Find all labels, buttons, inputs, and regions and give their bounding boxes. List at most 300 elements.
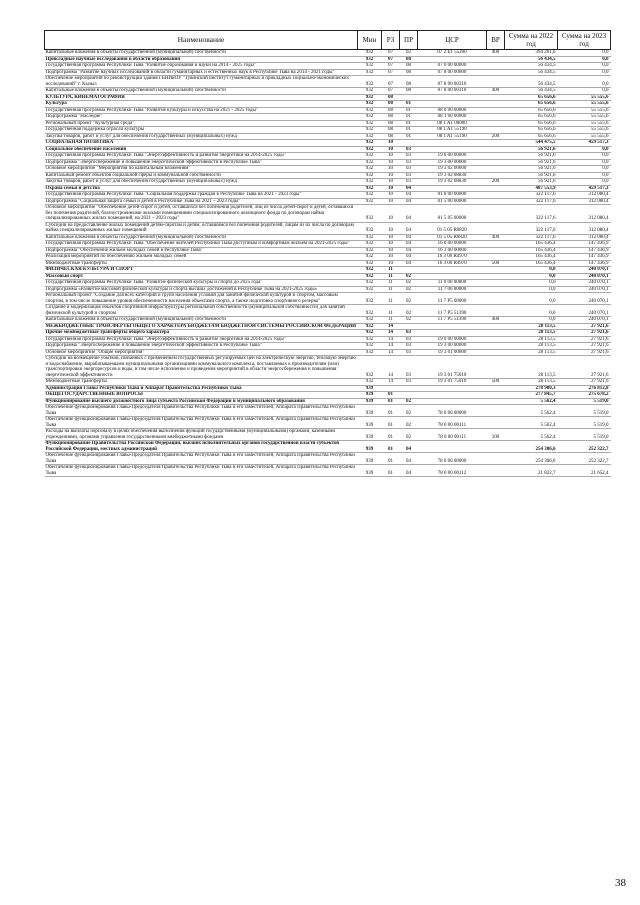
cell-name: Подпрограмма "Наследие" [45, 114, 358, 121]
cell-min: 932 [358, 247, 382, 254]
cell-sum-2023: 0,0 [558, 69, 611, 76]
cell-pr: 08 [400, 76, 418, 88]
cell-pr: 08 [400, 63, 418, 70]
cell-sum-2023: 55 555,6 [558, 120, 611, 127]
cell-pr: 08 [400, 56, 418, 63]
cell-name: Капитальные вложения в объекты государственной (муниципальной) собственности [45, 88, 358, 95]
cell-name: Межбюджетные трансферты [45, 260, 358, 267]
cell-name: Обеспечение функционирования Главы-Председателя Правительства Республики Тыва и его заместителей, Аппарата Правительства Республики Тыва [45, 465, 358, 477]
cell-min: 932 [358, 205, 382, 223]
cell-csr: 19 3 00 00000 [418, 159, 487, 166]
cell-name: Региональный проект "Создание для всех категорий и групп населения условий для занятий физической культурой и спортом, массовым спортом, в том числе повышение уровня обеспеченности населения объектами спорта, а также подготовка спортивного резерва" [45, 293, 358, 305]
cell-rz: 10 [382, 159, 400, 166]
cell-sum-2022: 28 113,5 [505, 356, 558, 379]
cell-csr: 01 5 05 00000 [418, 205, 487, 223]
cell-sum-2022: 56 921,6 [505, 179, 558, 186]
cell-rz: 11 [382, 273, 400, 280]
table-body [45, 50, 611, 477]
cell-pr: 03 [400, 343, 418, 350]
cell-sum-2022: 0,0 [505, 286, 558, 293]
cell-pr: 08 [400, 88, 418, 95]
cell-csr: 19 3 02 00000 [418, 166, 487, 173]
cell-pr: 04 [400, 222, 418, 234]
cell-rz: 07 [382, 56, 400, 63]
cell-pr: 02 [400, 293, 418, 305]
cell-pr: 03 [400, 356, 418, 379]
cell-vr: 200 [487, 179, 505, 186]
cell-rz: 14 [382, 323, 400, 330]
cell-pr: 02 [400, 398, 418, 405]
cell-sum-2022: 322 117,6 [505, 205, 558, 223]
cell-csr: 11 7 P5 51390 [418, 305, 487, 317]
cell-pr: 03 [400, 379, 418, 386]
cell-name: Прикладные научные исследования в области образования [45, 56, 358, 63]
cell-min: 932 [358, 179, 382, 186]
cell-sum-2023: 55 555,6 [558, 101, 611, 108]
cell-sum-2023: 27 921,6 [558, 323, 611, 330]
cell-name: Обеспечение функционирования Главы-Председателя Правительства Республики Тыва и его заместителей, Аппарата Правительства Республики Тыва [45, 417, 358, 429]
cell-pr: 01 [400, 101, 418, 108]
cell-sum-2022: 28 113,5 [505, 379, 558, 386]
cell-sum-2023: 147 436,9 [558, 260, 611, 267]
cell-name: Подпрограмма "Социальная защита семьи и детей в Республике Тыва на 2021 – 2023 годы" [45, 198, 358, 205]
cell-name: Функционирование Правительства Российской Федерации, высших исполнительных органов государственной власти субъектов Российской Федерации, местных администраций [45, 441, 358, 453]
cell-rz: 14 [382, 336, 400, 343]
cell-min: 932 [358, 69, 382, 76]
cell-vr: 500 [487, 379, 505, 386]
cell-csr: 19 3 00 00000 [418, 343, 487, 350]
cell-pr: 04 [400, 441, 418, 453]
cell-min: 932 [358, 198, 382, 205]
cell-pr: 04 [400, 198, 418, 205]
cell-pr: 02 [400, 305, 418, 317]
cell-min: 932 [358, 234, 382, 241]
cell-sum-2022: 56 921,6 [505, 146, 558, 153]
cell-csr: 78 0 00 00111 [418, 429, 487, 441]
cell-pr: 04 [400, 192, 418, 199]
header-min: Мин [358, 31, 382, 50]
cell-sum-2022: 65 656,6 [505, 120, 558, 127]
cell-rz: 07 [382, 88, 400, 95]
table-header [45, 31, 611, 50]
cell-min: 932 [358, 114, 382, 121]
cell-min: 932 [358, 94, 382, 101]
cell-name: Капитальные вложения в объекты государственной (муниципальной) собственности [45, 50, 358, 57]
cell-sum-2022: 56 434,5 [505, 88, 558, 95]
cell-sum-2022: 254 306,6 [505, 441, 558, 453]
cell-name: Основное мероприятие "Общие мероприятия" [45, 349, 358, 356]
cell-min: 932 [358, 254, 382, 261]
cell-min: 932 [358, 241, 382, 248]
cell-name: Социальное обеспечение населения [45, 146, 358, 153]
cell-rz: 01 [382, 441, 400, 453]
cell-min: 939 [358, 465, 382, 477]
cell-pr: 01 [400, 133, 418, 140]
cell-rz: 01 [382, 453, 400, 465]
cell-rz: 10 [382, 205, 400, 223]
cell-sum-2023: 276 812,8 [558, 385, 611, 392]
cell-name: Капитальный ремонт объектов социальной сферы и коммунальной собственности [45, 172, 358, 179]
cell-name: Основное мероприятие "Обеспечение детей-сирот и детей, оставшихся без попечения родителей, лиц из числа детей-сирот и детей, оставшихся без попечения родителей, благоустроенными жилыми помещениями специализированного жилищного фонда по договорам найма специализированных жилых помещений, на 2021 – 2023 годы" [45, 205, 358, 223]
cell-name: Обеспечение мероприятий по реконструкции здания ГБНИиОУ "Тувинский институт гуманитарных и прикладных социально-экономических исследований" г. Кызыл [45, 76, 358, 88]
table-row [45, 429, 611, 441]
cell-name: Государственная программа Республики Тыва "Энергоэффективность и развитие энергетики на 2014-2025 годы" [45, 153, 358, 160]
cell-sum-2023: 55 555,6 [558, 133, 611, 140]
cell-pr: 03 [400, 153, 418, 160]
cell-min: 939 [358, 405, 382, 417]
cell-vr [487, 453, 505, 465]
cell-min: 932 [358, 107, 382, 114]
cell-sum-2023: 312 080,4 [558, 192, 611, 199]
cell-csr: 78 0 00 00111 [418, 417, 487, 429]
cell-pr: 03 [400, 336, 418, 343]
cell-rz: 10 [382, 222, 400, 234]
cell-min: 932 [358, 159, 382, 166]
cell-csr: 08 0 00 00000 [418, 107, 487, 114]
cell-pr: 01 [400, 107, 418, 114]
cell-name: Закупка товаров, работ и услуг для обеспечения государственных (муниципальных) нужд [45, 179, 358, 186]
cell-sum-2022: 56 921,6 [505, 159, 558, 166]
cell-name: Расходы на выплаты персоналу в целях обеспечения выполнения функций государственными (муниципальными) органами, казенными учреждениями, органами управления государственными внебюджетными фондами [45, 429, 358, 441]
cell-csr: 07 8 00 00310 [418, 88, 487, 95]
cell-sum-2022: 28 113,5 [505, 343, 558, 350]
cell-sum-2023: 312 080,4 [558, 205, 611, 223]
cell-name: МЕЖБЮДЖЕТНЫЕ ТРАНСФЕРТЫ ОБЩЕГО ХАРАКТЕРА БЮДЖЕТАМ БЮДЖЕТНОЙ СИСТЕМЫ РОССИЙСКОЙ ФЕДЕРАЦИИ [45, 323, 356, 329]
cell-sum-2023: 275 678,2 [558, 392, 611, 399]
cell-name: Прочие межбюджетные трансферты общего характера [45, 330, 358, 337]
cell-name: Подпрограмма "Развитие научных исследований в области гуманитарных и естественных наук в Республике Тыва на 2014 - 2021 годы" [45, 69, 358, 76]
cell-pr: 02 [400, 317, 418, 324]
cell-csr: 08 1 A1 55190 [418, 133, 487, 140]
cell-csr: 19 0 00 00000 [418, 153, 487, 160]
cell-name: ФИЗИЧЕСКАЯ КУЛЬТУРА И СПОРТ [45, 267, 358, 274]
cell-min: 932 [358, 133, 382, 140]
cell-sum-2023: 240 070,1 [558, 317, 611, 324]
cell-name: Государственная программа Республики Тыва "Развитие культуры и искусства на 2021 - 2025 годы" [45, 107, 358, 114]
cell-rz: 11 [382, 317, 400, 324]
cell-pr: 02 [400, 273, 418, 280]
cell-csr: 19 3 01 75010 [418, 379, 487, 386]
cell-min: 932 [358, 153, 382, 160]
cell-rz: 10 [382, 179, 400, 186]
cell-sum-2022: 28 113,5 [505, 323, 558, 330]
cell-csr: 16 3 00 R4970 [418, 260, 487, 267]
cell-sum-2023: 27 921,6 [558, 343, 611, 350]
cell-min: 939 [358, 398, 382, 405]
cell-csr: 08 1 A1 55190 [418, 127, 487, 134]
cell-min: 932 [358, 140, 382, 147]
cell-rz: 07 [382, 63, 400, 70]
table-row [45, 305, 611, 317]
cell-sum-2022: 5 562,4 [505, 429, 558, 441]
cell-sum-2022: 322 117,6 [505, 192, 558, 199]
cell-sum-2023: 312 080,4 [558, 234, 611, 241]
cell-vr [487, 222, 505, 234]
cell-sum-2023: 147 436,9 [558, 247, 611, 254]
cell-sum-2022: 487 553,9 [505, 185, 558, 192]
cell-sum-2023: 0,0 [558, 159, 611, 166]
cell-sum-2023: 5 519,0 [558, 405, 611, 417]
cell-sum-2022: 5 562,4 [505, 417, 558, 429]
cell-sum-2022: 65 656,6 [505, 133, 558, 140]
cell-rz: 01 [382, 429, 400, 441]
cell-sum-2023: 0,0 [558, 50, 611, 57]
header-pr: ПР [400, 31, 418, 50]
cell-csr: 01 5 00 00000 [418, 198, 487, 205]
table-row [45, 453, 611, 465]
cell-csr: 08 1 00 00000 [418, 114, 487, 121]
cell-rz: 08 [382, 133, 400, 140]
cell-vr [487, 205, 505, 223]
cell-rz: 11 [382, 280, 400, 287]
cell-sum-2022: 56 434,5 [505, 63, 558, 70]
cell-name: Подпрограмма "Обеспечение жильем молодых семей в Республике Тыва" [45, 247, 358, 254]
cell-pr: 02 [400, 417, 418, 429]
cell-min: 932 [358, 146, 382, 153]
cell-csr: 78 0 00 00112 [418, 465, 487, 477]
cell-sum-2023: 55 555,6 [558, 114, 611, 121]
cell-pr: 04 [400, 254, 418, 261]
cell-sum-2022: 65 656,6 [505, 101, 558, 108]
cell-sum-2022: 5 562,4 [505, 398, 558, 405]
cell-sum-2022: 322 117,6 [505, 234, 558, 241]
cell-name: Капитальные вложения в объекты государственной (муниципальной) собственности [45, 317, 358, 324]
cell-pr: 01 [400, 120, 418, 127]
cell-pr: 04 [400, 185, 418, 192]
cell-min: 932 [358, 293, 382, 305]
cell-csr: 07 8 00 00000 [418, 69, 487, 76]
cell-sum-2023: 0,0 [558, 63, 611, 70]
cell-sum-2022: 5 562,4 [505, 405, 558, 417]
cell-name: Массовый спорт [45, 273, 358, 280]
cell-sum-2023: 0,0 [558, 88, 611, 95]
cell-rz: 08 [382, 107, 400, 114]
cell-vr: 400 [487, 88, 505, 95]
cell-rz: 10 [382, 241, 400, 248]
cell-pr: 02 [400, 429, 418, 441]
page-number: 38 [615, 877, 626, 889]
cell-csr: 19 0 00 00000 [418, 336, 487, 343]
cell-vr: 400 [487, 50, 505, 57]
cell-min: 932 [358, 192, 382, 199]
cell-vr [487, 465, 505, 477]
cell-sum-2022: 165 436,4 [505, 241, 558, 248]
cell-min: 932 [358, 101, 382, 108]
cell-pr: 03 [400, 146, 418, 153]
cell-sum-2023: 0,0 [558, 76, 611, 88]
cell-csr: 16 3 00 00000 [418, 247, 487, 254]
cell-pr: 01 [400, 114, 418, 121]
cell-min: 932 [358, 56, 382, 63]
cell-csr: 16 3 00 R4970 [418, 254, 487, 261]
cell-pr: 01 [400, 127, 418, 134]
cell-min: 932 [358, 343, 382, 350]
cell-rz: 11 [382, 293, 400, 305]
cell-pr: 04 [400, 465, 418, 477]
cell-sum-2023: 147 436,9 [558, 254, 611, 261]
cell-csr [418, 441, 487, 453]
cell-pr: 03 [400, 159, 418, 166]
cell-sum-2022: 65 656,6 [505, 127, 558, 134]
cell-vr: 500 [487, 260, 505, 267]
cell-csr: 08 1 A1 00000 [418, 120, 487, 127]
cell-csr: 16 0 00 00000 [418, 241, 487, 248]
cell-csr: 78 0 00 00000 [418, 405, 487, 417]
cell-name: Государственная программа Республики Тыва "Обеспечение жителей Республики Тыва доступным и комфортным жильем на 2021-2025 годы" [45, 241, 358, 248]
cell-name: Государственная программа Республики Тыва "Социальная поддержка граждан в Республике Тыва на 2021 - 2023 годы" [45, 192, 358, 199]
cell-csr: 11 7 P5 00000 [418, 293, 487, 305]
cell-sum-2022: 65 656,6 [505, 114, 558, 121]
header-csr: ЦСР [418, 31, 487, 50]
cell-name: Создание и модернизация объектов спортивной инфраструктуры региональной собственности (муниципальной собственности) для занятий физической культурой и спортом [45, 305, 358, 317]
cell-sum-2022: 394 261,6 [505, 50, 558, 57]
cell-sum-2022: 65 656,6 [505, 94, 558, 101]
cell-name: Администрация Главы Республики Тыва и Аппарат Правительства Республики Тыва [45, 385, 358, 392]
cell-csr: 19 3 01 00000 [418, 349, 487, 356]
cell-min: 932 [358, 63, 382, 70]
cell-min: 939 [358, 392, 382, 399]
cell-vr [487, 356, 505, 379]
cell-name: СОЦИАЛЬНАЯ ПОЛИТИКА [45, 140, 358, 147]
cell-sum-2023: 27 921,6 [558, 349, 611, 356]
cell-min: 932 [358, 50, 382, 57]
cell-min: 932 [358, 260, 382, 267]
cell-sum-2023: 312 080,4 [558, 222, 611, 234]
cell-rz: 10 [382, 198, 400, 205]
cell-name: Подпрограмма "Энергосбережение и повышение энергетической эффективности в Республике Тыва" [45, 343, 358, 350]
cell-rz: 14 [382, 379, 400, 386]
cell-rz: 10 [382, 192, 400, 199]
cell-min: 939 [358, 417, 382, 429]
cell-csr: 78 0 00 00000 [418, 453, 487, 465]
cell-sum-2023: 240 070,1 [558, 293, 611, 305]
budget-document [44, 30, 610, 477]
cell-name: Функционирование высшего должностного лица субъекта Российской Федерации и муниципального образования [45, 398, 358, 405]
cell-min: 932 [358, 356, 382, 379]
cell-sum-2023: 5 519,0 [558, 429, 611, 441]
cell-sum-2023: 240 070,1 [558, 286, 611, 293]
cell-sum-2022: 21 822,7 [505, 465, 558, 477]
cell-rz: 01 [382, 392, 400, 399]
cell-name: Закупка товаров, работ и услуг для обеспечения государственных (муниципальных) нужд [45, 133, 358, 140]
cell-rz: 08 [382, 94, 400, 101]
cell-csr: 01 5 05 R0820 [418, 222, 487, 234]
cell-vr: 400 [487, 317, 505, 324]
cell-vr [487, 293, 505, 305]
cell-sum-2023: 312 080,4 [558, 198, 611, 205]
cell-rz: 10 [382, 172, 400, 179]
cell-sum-2022: 28 113,5 [505, 349, 558, 356]
cell-vr [487, 441, 505, 453]
cell-pr: 02 [400, 286, 418, 293]
cell-pr: 04 [400, 453, 418, 465]
table-row [45, 405, 611, 417]
cell-sum-2022: 0,0 [505, 305, 558, 317]
cell-sum-2023: 55 555,6 [558, 127, 611, 134]
cell-pr: 08 [400, 69, 418, 76]
cell-sum-2022: 56 434,5 [505, 69, 558, 76]
cell-rz: 11 [382, 305, 400, 317]
cell-name: КУЛЬТУРА, КИНЕМАТОГРАФИЯ [45, 94, 358, 101]
cell-sum-2022: 165 436,4 [505, 260, 558, 267]
cell-rz: 10 [382, 260, 400, 267]
cell-sum-2022: 0,0 [505, 267, 558, 274]
header-sum-2023: Сумма на 2023 год [558, 31, 611, 50]
cell-min: 932 [358, 127, 382, 134]
cell-rz: 14 [382, 330, 400, 337]
cell-rz: 10 [382, 153, 400, 160]
table-row [45, 356, 611, 379]
cell-sum-2022: 165 436,4 [505, 254, 558, 261]
cell-min: 932 [358, 273, 382, 280]
cell-sum-2023: 240 070,1 [558, 273, 611, 280]
cell-name: Реализация мероприятий по обеспечению жильем молодых семей [45, 254, 358, 261]
cell-vr: 400 [487, 234, 505, 241]
cell-min: 932 [358, 166, 382, 173]
cell-sum-2023: 0,0 [558, 179, 611, 186]
cell-sum-2022: 277 845,7 [505, 392, 558, 399]
cell-rz: 10 [382, 247, 400, 254]
cell-pr: 03 [400, 349, 418, 356]
cell-name: Подпрограмма «Развитие массовой физической культуры и спорта высших достижений в Республике Тыва на 2021-2025 годы» [45, 286, 358, 293]
cell-name: Субсидии на возмещение убытков, связанных с применением государственных регулируемых цен на электрическую энергию, тепловую энергию и водоснабжение, вырабатываемыми муниципальными организациями коммунального комплекса, поставляемых к производителям (или) транспортировки энергоресурсов и воды, в том числе исполнение и проведения мероприятий в области энергосбережения и повышения энергетической эффективности [45, 356, 356, 378]
cell-rz: 08 [382, 114, 400, 121]
cell-sum-2023: 252 322,7 [558, 453, 611, 465]
cell-pr: 02 [400, 280, 418, 287]
cell-pr: 03 [400, 172, 418, 179]
cell-sum-2023: 459 517,3 [558, 185, 611, 192]
cell-sum-2022: 56 921,6 [505, 153, 558, 160]
cell-sum-2023: 0,0 [558, 56, 611, 63]
cell-sum-2023: 240 070,1 [558, 280, 611, 287]
budget-table [44, 30, 611, 477]
cell-name: Государственная программа Республики Тыва "Развитие образования и науки на 2014 - 2025 годы" [45, 63, 358, 70]
cell-rz: 11 [382, 267, 400, 274]
cell-sum-2022: 254 306,6 [505, 453, 558, 465]
cell-min: 932 [358, 317, 382, 324]
cell-rz: 01 [382, 465, 400, 477]
table-row [45, 465, 611, 477]
cell-name: Охрана семьи и детства [45, 185, 358, 192]
cell-sum-2023: 0,0 [558, 166, 611, 173]
cell-pr: 03 [400, 179, 418, 186]
cell-min: 932 [358, 280, 382, 287]
cell-csr: 11 7 00 00000 [418, 286, 487, 293]
table-row [45, 293, 611, 305]
cell-name: Субсидии на предоставление жилых помещений детям-сиротам и детям, оставшимся без попечения родителей, лицам из их числа по договорам найма специализированных жилых помещений [45, 222, 358, 234]
cell-vr [487, 305, 505, 317]
cell-vr [487, 417, 505, 429]
header-vr: ВР [487, 31, 505, 50]
cell-csr: 11 7 P5 51390 [418, 317, 487, 324]
cell-rz: 14 [382, 343, 400, 350]
cell-pr: 04 [400, 247, 418, 254]
table-row [45, 76, 611, 88]
cell-sum-2022: 65 656,6 [505, 107, 558, 114]
cell-sum-2022: 56 434,5 [505, 56, 558, 63]
cell-rz: 14 [382, 349, 400, 356]
cell-name: Государственная поддержка отрасли культуры [45, 127, 358, 134]
table-row [45, 417, 611, 429]
cell-vr: 200 [487, 133, 505, 140]
header-sum-2022: Сумма на 2022 год [505, 31, 558, 50]
cell-min: 932 [358, 330, 382, 337]
cell-csr: 01 0 00 00000 [418, 192, 487, 199]
cell-rz: 01 [382, 405, 400, 417]
cell-rz: 07 [382, 69, 400, 76]
table-row [45, 222, 611, 234]
cell-name: Государственная программа Республики Тыва "Энергоэффективность и развитие энергетики на 2014-2025 годы" [45, 336, 358, 343]
